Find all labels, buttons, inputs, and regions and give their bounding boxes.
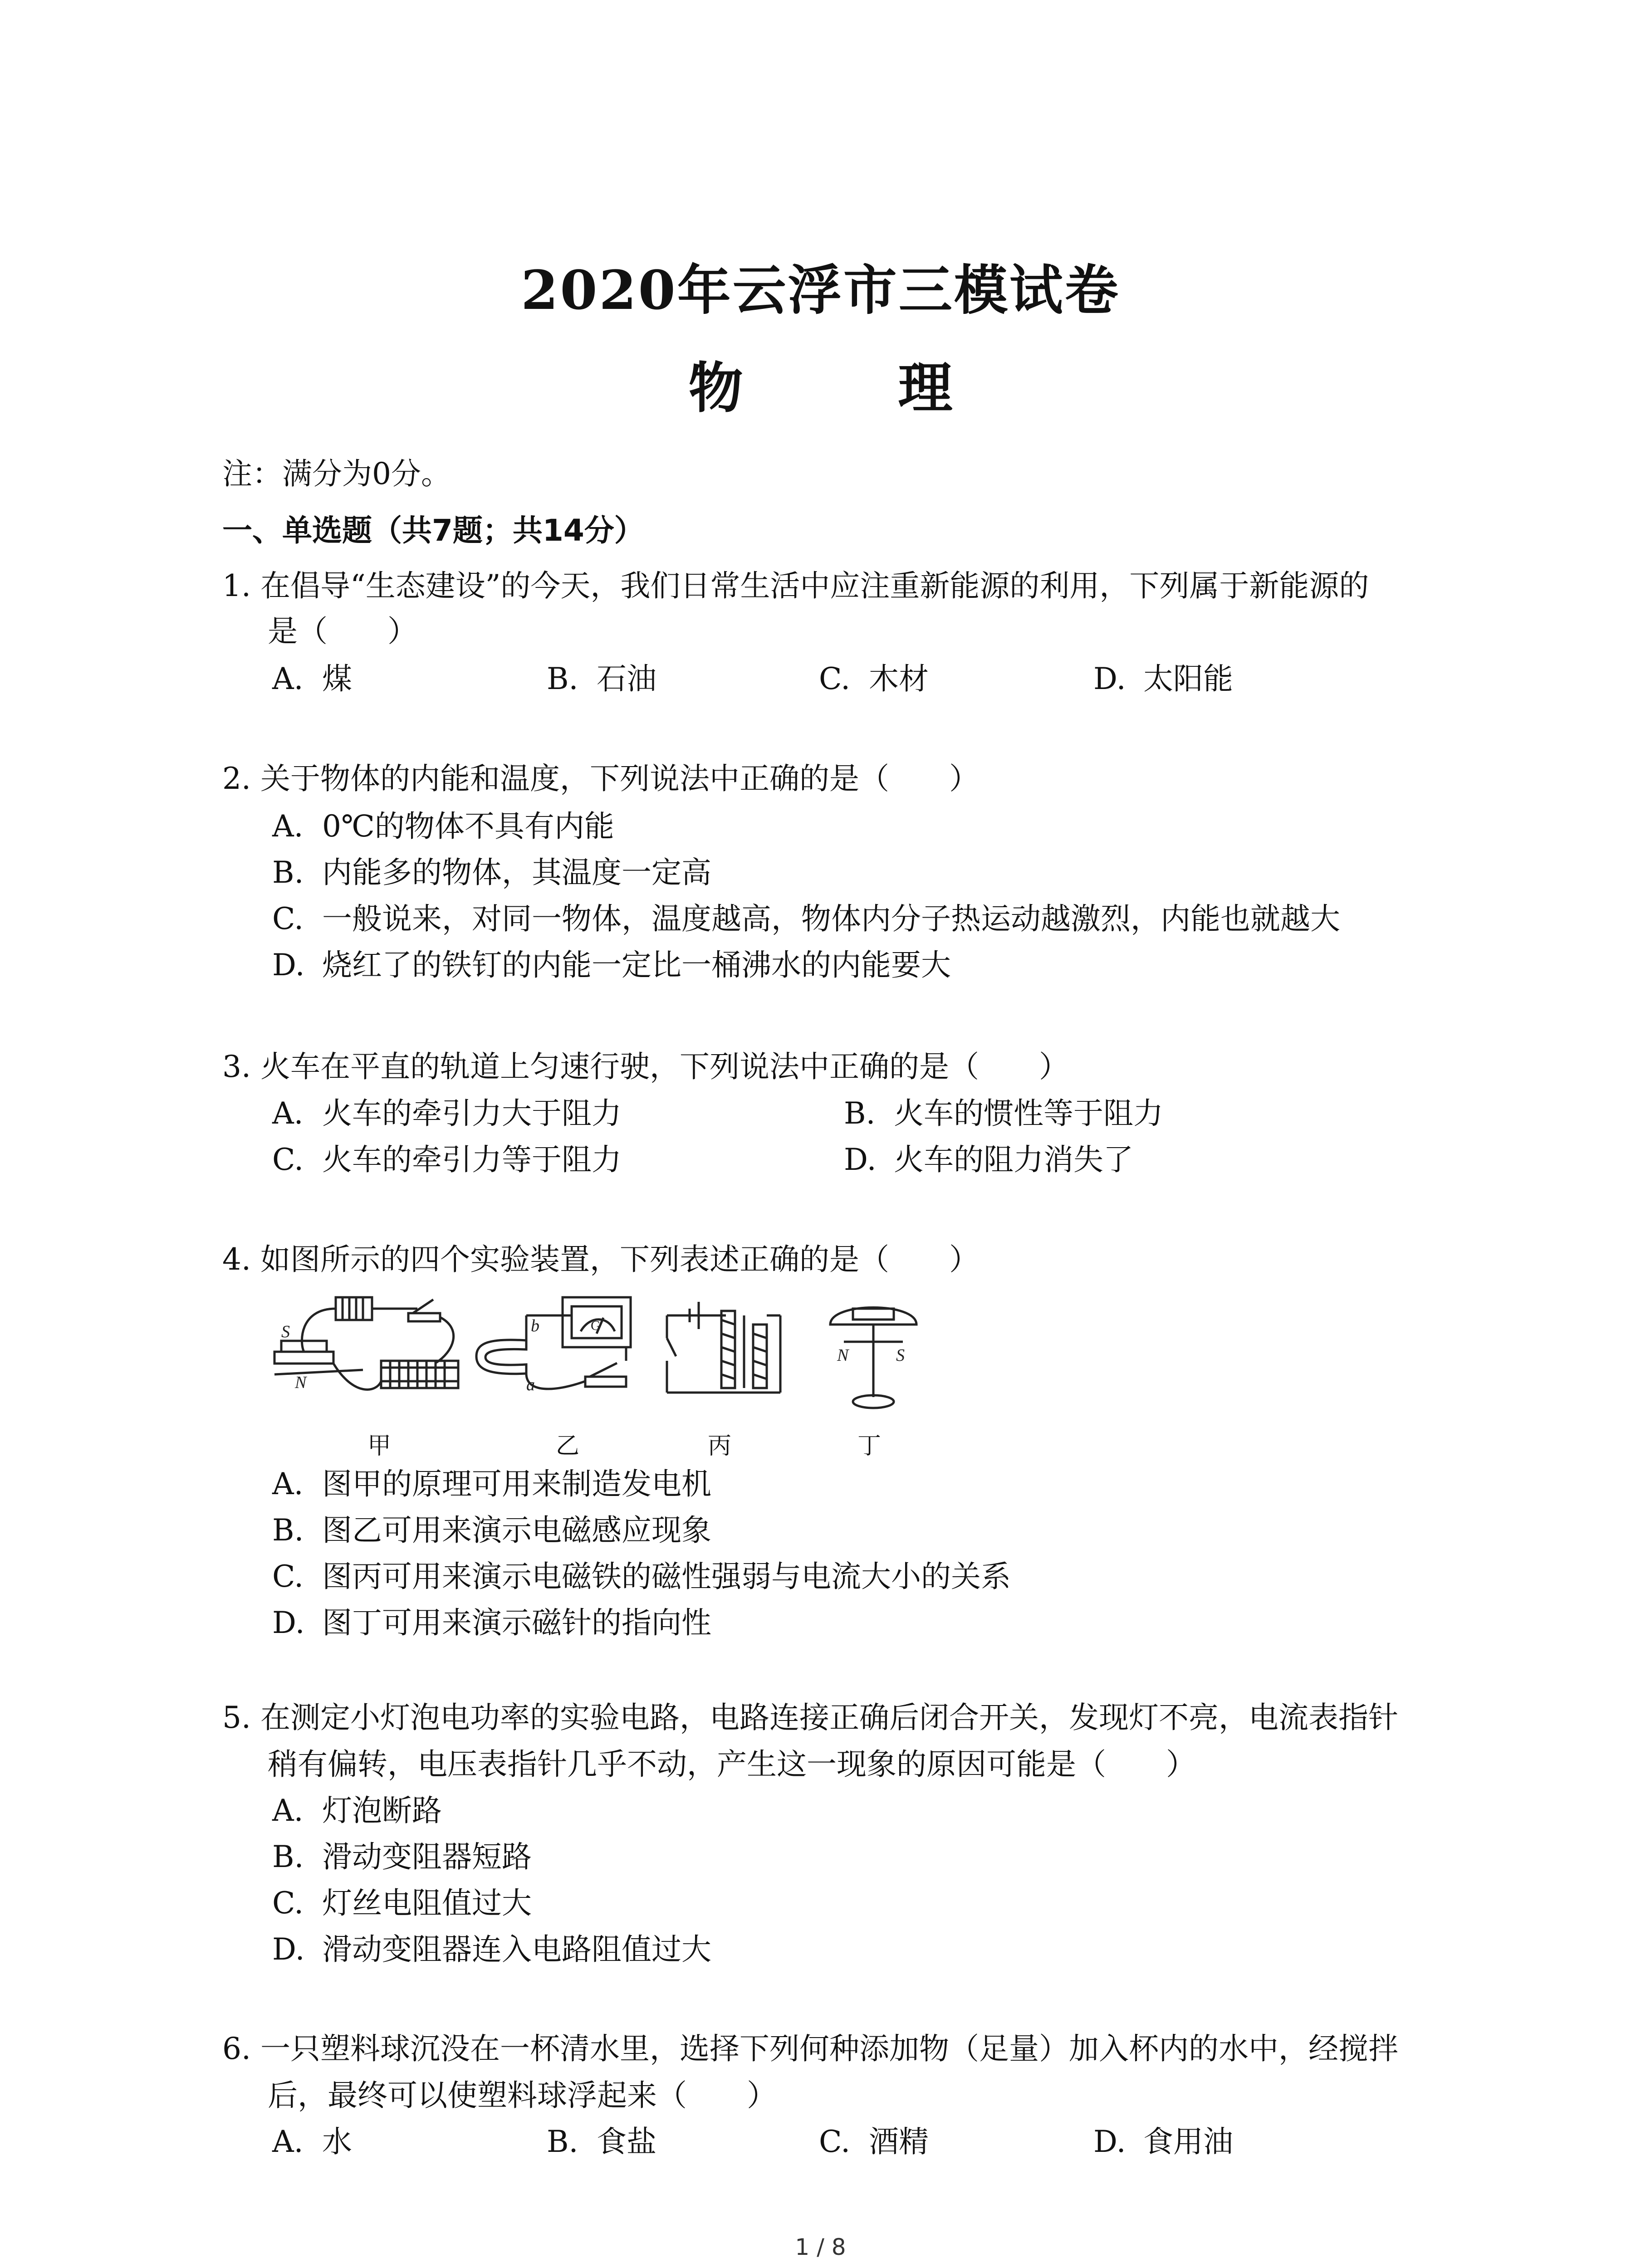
question-3-option-a: A. 火车的牵引力大于阻力 [272,1096,622,1131]
question-1-option-d: D. 太阳能 [1093,661,1233,696]
jia-s-label: S [281,1322,290,1341]
question-2-line-1: 2. 关于物体的内能和温度，下列说法中正确的是（ ） [222,761,979,796]
page-number: 1 / 8 [795,2234,846,2260]
question-5-option-c: C. 灯丝电阻值过大 [272,1886,532,1921]
question-5-option-d: D. 滑动变阻器连入电路阻值过大 [272,1932,711,1967]
question-2-option-d: D. 烧红了的铁钉的内能一定比一桶沸水的内能要大 [272,948,951,982]
question-1-option-b: B. 石油 [547,661,656,696]
subject-title: 物 理 [688,356,1021,420]
question-6-option-a: A. 水 [272,2124,352,2159]
figure-label-yi: 乙 [556,1432,580,1460]
question-6-option-b: B. 食盐 [547,2124,656,2159]
question-3-option-c: C. 火车的牵引力等于阻力 [272,1142,622,1177]
figure-label-jia: 甲 [367,1432,392,1460]
figure-bing-apparatus [667,1302,780,1393]
question-6-option-d: D. 食用油 [1093,2124,1233,2159]
question-2-option-b: B. 内能多的物体，其温度一定高 [272,855,711,890]
question-3-line-1: 3. 火车在平直的轨道上匀速行驶，下列说法中正确的是（ ） [222,1049,1069,1084]
yi-galvanometer-label: G [591,1318,601,1333]
question-4-option-b: B. 图乙可用来演示电磁感应现象 [272,1513,711,1548]
question-3-option-d: D. 火车的阻力消失了 [844,1142,1133,1177]
question-1-line-1: 1. 在倡导“生态建设”的今天，我们日常生活中应注重新能源的利用，下列属于新能源的 [222,568,1369,603]
question-1-line-2: 是（ ） [268,614,417,649]
experiment-figure [272,1288,944,1461]
question-4-option-a: A. 图甲的原理可用来制造发电机 [272,1466,711,1501]
figure-yi-apparatus [476,1297,631,1389]
ding-s-label: S [896,1346,905,1365]
question-1-option-a: A. 煤 [272,661,352,696]
question-4-option-c: C. 图丙可用来演示电磁铁的磁性强弱与电流大小的关系 [272,1559,1011,1594]
question-6-option-c: C. 酒精 [819,2124,929,2159]
exam-title: 2020年云浮市三模试卷 [521,259,1120,322]
question-5-option-b: B. 滑动变阻器短路 [272,1839,532,1874]
question-5-line-2: 稍有偏转，电压表指针几乎不动，产生这一现象的原因可能是（ ） [268,1747,1196,1782]
question-3-option-b: B. 火车的惯性等于阻力 [844,1096,1163,1131]
jia-n-label: N [295,1373,307,1392]
question-6-line-1: 6. 一只塑料球沉没在一杯清水里，选择下列何种添加物（足量）加入杯内的水中，经搅拌 [222,2031,1398,2066]
ding-n-label: N [837,1346,849,1365]
question-1-option-c: C. 木材 [819,661,929,696]
question-5-line-1: 5. 在测定小灯泡电功率的实验电路，电路连接正确后闭合开关，发现灯不亮，电流表指针 [222,1700,1398,1735]
yi-b-label: b [531,1316,539,1335]
question-2-option-c: C. 一般说来，对同一物体，温度越高，物体内分子热运动越激烈，内能也就越大 [272,901,1340,936]
question-4-line-1: 4. 如图所示的四个实验装置，下列表述正确的是（ ） [222,1242,979,1277]
question-5-option-a: A. 灯泡断路 [272,1793,442,1828]
yi-a-label: a [526,1375,535,1394]
question-2-option-a: A. 0℃的物体不具有内能 [272,809,614,844]
section-heading: 一、单选题（共7题；共14分） [222,513,644,548]
question-6-line-2: 后，最终可以使塑料球浮起来（ ） [268,2078,777,2113]
score-note: 注：满分为0分。 [222,456,451,491]
figure-label-bing: 丙 [708,1432,732,1460]
question-4-option-d: D. 图丁可用来演示磁针的指向性 [272,1605,711,1640]
figure-label-ding: 丁 [857,1432,882,1460]
